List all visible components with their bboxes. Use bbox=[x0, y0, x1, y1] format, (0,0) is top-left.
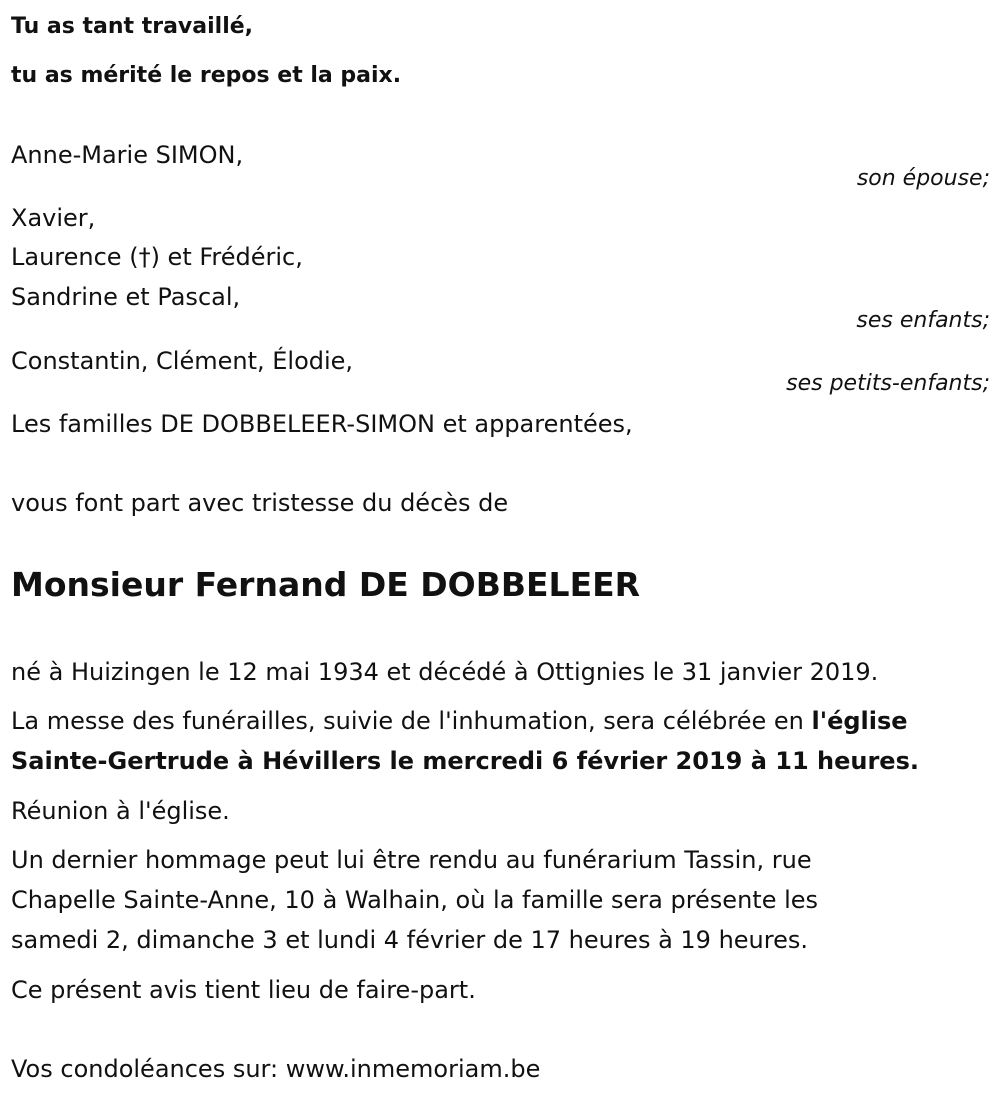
child-sandrine-pascal: Sandrine et Pascal, bbox=[11, 283, 241, 311]
families-line: Les familles DE DOBBELEER-SIMON et apparentées, bbox=[11, 410, 633, 438]
child-laurence-text: Laurence ( bbox=[11, 243, 139, 271]
child-xavier: Xavier, bbox=[11, 204, 96, 232]
spouse-role: son épouse; bbox=[856, 166, 990, 191]
mass-date-time: Sainte-Gertrude à Hévillers le mercredi 6 février 2019 à 11 heures. bbox=[11, 747, 919, 775]
tribute-line-3: samedi 2, dimanche 3 et lundi 4 février de 17 heures à 19 heures. bbox=[11, 926, 809, 954]
children-role: ses enfants; bbox=[856, 308, 990, 333]
deceased-name: Monsieur Fernand DE DOBBELEER bbox=[11, 565, 641, 604]
cross-icon: † bbox=[138, 243, 151, 271]
condolences-line: Vos condoléances sur: www.inmemoriam.be bbox=[11, 1055, 541, 1083]
verse-line-2: tu as mérité le repos et la paix. bbox=[11, 63, 402, 88]
child-laurence-frederic bbox=[11, 242, 303, 272]
birth-death-line: né à Huizingen le 12 mai 1934 et décédé à Ottignies le 31 janvier 2019. bbox=[11, 658, 879, 686]
mass-line-1 bbox=[11, 706, 908, 736]
mass-line-2 bbox=[11, 746, 919, 776]
spouse-name: Anne-Marie SIMON, bbox=[11, 141, 244, 169]
mass-text: La messe des funérailles, suivie de l'inhumation, sera célébrée en bbox=[11, 707, 812, 735]
tribute-line-2: Chapelle Sainte-Anne, 10 à Walhain, où la famille sera présente les bbox=[11, 886, 819, 914]
grandchildren-role: ses petits-enfants; bbox=[786, 371, 990, 396]
notice-line: Ce présent avis tient lieu de faire-part. bbox=[11, 976, 476, 1004]
child-frederic-text: ) et Frédéric, bbox=[150, 243, 303, 271]
mass-church: l'église bbox=[811, 707, 908, 735]
verse-line-1: Tu as tant travaillé, bbox=[11, 14, 254, 39]
announcement: vous font part avec tristesse du décès de bbox=[11, 489, 509, 517]
tribute-line-1: Un dernier hommage peut lui être rendu au funérarium Tassin, rue bbox=[11, 846, 812, 874]
meeting-line: Réunion à l'église. bbox=[11, 797, 230, 825]
grandchildren: Constantin, Clément, Élodie, bbox=[11, 347, 354, 375]
